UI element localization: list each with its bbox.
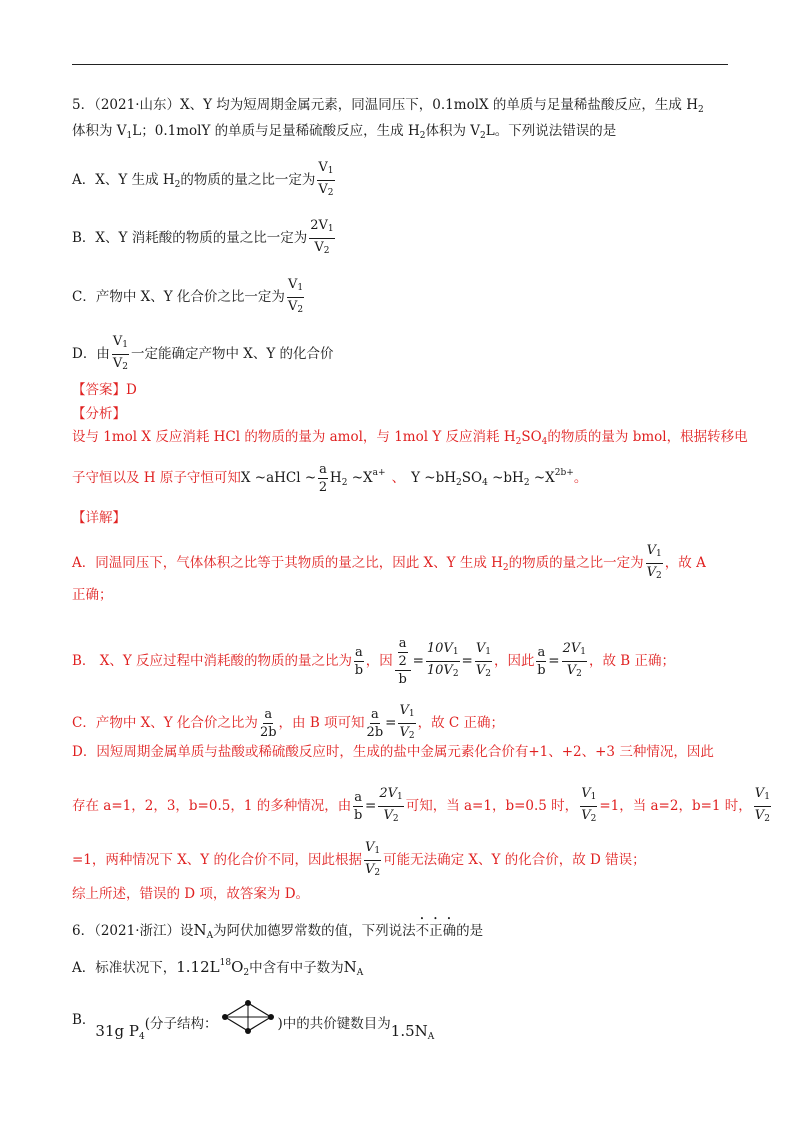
- fraction: $\frac{V_1}{V_2}$: [399, 703, 415, 741]
- equation-x: X ~aHCl ~ $\frac{a}{2}$ $H_2$ $\sim X^{a+}$: [240, 462, 386, 495]
- detail-d-line2: 存在 a=1，2，3，b=0.5，1 的多种情况，由 $\frac{a}{b}$ = $\frac{2V_1}{V_2}$ 可知，当 a=1，b=0.5 时， $\frac{V_1}{V_2}$ =1，当 a=2，b=1 时， $\frac{V_1}{V_2}$: [72, 786, 773, 827]
- q6-stem: 6．（2021·浙江）设$N_A$为阿伏加德罗常数的值，下列说法不正确的是: [72, 921, 484, 941]
- analysis-line2: 子守恒以及 H 原子守恒可知X ~aHCl ~ $\frac{a}{2}$ $H_2$ $\sim X^{a+}$ 、 Y $\sim bH_2SO_4$ $\sim bH_2$ $\sim X^{2b+}$。: [72, 462, 588, 495]
- fraction: $\frac{V_1}{V_2}$: [365, 840, 381, 878]
- q5-stem-line2: 体积为 $V_1L$；0.1molY 的单质与足量稀硫酸反应，生成 $H_2$体积为 $V_2L$。下列说法错误的是: [72, 123, 617, 141]
- fraction: $\frac{V_1}{V_2}$: [581, 786, 597, 824]
- fraction: $\frac{V_1}{V_2}$: [754, 786, 770, 824]
- fraction: $\frac{2V_1}{V_2}$: [310, 218, 334, 256]
- detail-d-line3: =1，两种情况下 X、Y 的化合价不同，因此根据 $\frac{V_1}{V_2}$ 可能无法确定 X、Y 的化合价，故 D 错误；: [72, 840, 646, 881]
- q5-option-b: B．X、Y 消耗酸的物质的量之比一定为 $\frac{2V_1}{V_2}$: [72, 218, 337, 259]
- q5-option-c: C．产物中 X、Y 化合价之比一定为 $\frac{V_1}{V_2}$: [72, 277, 306, 318]
- detail-b: B． X、Y 反应过程中消耗酸的物质的量之比为 $\frac{a}{b}$ ，因 $\frac{\frac{a}{2}}{b}$ = $\frac{10V_1}{10V_2}$ = $\frac{V_1}{V_2}$ ，因此 $\frac{a}{b}$ = $\frac{2V_1}{V_2}$ ，故 B 正确；: [72, 636, 675, 687]
- analysis-line1: 设与 1mol X 反应消耗 HCl 的物质的量为 amol，与 1mol Y 反应消耗 $H_2SO_4$的物质的量为 bmol，根据转移电: [72, 429, 748, 447]
- q6-option-b: B．31g $P_4$(分子结构： )中的共价键数目为$1.5N_A$: [72, 1000, 434, 1055]
- fraction: $\frac{a}{b}$: [537, 645, 546, 678]
- fraction: $\frac{a}{b}$: [354, 645, 364, 678]
- q5-option-a: A．X、Y 生成 $H_2$的物质的量之比一定为 $\frac{V_1}{V_2}$: [72, 160, 337, 201]
- q5-stem-line1: 5．（2021·山东）X、Y 均为短周期金属元素，同温同压下，0.1molX 的单质与足量稀盐酸反应，生成 $H_2$: [72, 97, 704, 115]
- fraction: $\frac{a}{2b}$: [366, 707, 384, 740]
- fraction: $\frac{2V_1}{V_2}$: [562, 641, 586, 679]
- fraction: $\frac{V_1}{V_2}$: [475, 641, 491, 679]
- fraction: $\frac{V_1}{V_2}$: [318, 160, 334, 198]
- compound-fraction: $\frac{\frac{a}{2}}{b}$: [395, 636, 411, 687]
- fraction: $\frac{10V_1}{10V_2}$: [426, 641, 459, 679]
- fraction: $\frac{V_1}{V_2}$: [112, 334, 128, 372]
- detail-c: C．产物中 X、Y 化合价之比为 $\frac{a}{2b}$ ，由 B 项可知 $\frac{a}{2b}$ = $\frac{V_1}{V_2}$ ，故 C 正确；: [72, 703, 504, 744]
- detail-d-line1: D．因短周期金属单质与盐酸或稀硫酸反应时，生成的盐中金属元素化合价有+1、+2、+3 三种情况，因此: [72, 744, 714, 760]
- analysis-label: 【分析】: [72, 406, 126, 422]
- q5-option-d: D．由 $\frac{V_1}{V_2}$ 一定能确定产物中 X、Y 的化合价: [72, 334, 334, 375]
- detail-summary: 综上所述，错误的 D 项，故答案为 D。: [72, 886, 310, 902]
- equation-y: Y $\sim bH_2SO_4$ $\sim bH_2$ $\sim X^{2b+}$: [411, 468, 574, 488]
- detail-a-line2: 正确；: [72, 587, 113, 603]
- fraction: $\frac{a}{2b}$: [259, 707, 277, 740]
- fraction: $\frac{2V_1}{V_2}$: [379, 786, 403, 824]
- fraction: $\frac{V_1}{V_2}$: [646, 543, 662, 581]
- emphasis-text: 不正确: [415, 923, 457, 939]
- detail-label: 【详解】: [72, 510, 126, 526]
- fraction: $\frac{a}{b}$: [353, 790, 363, 823]
- answer-label: 【答案】D: [72, 382, 137, 398]
- fraction: $\frac{a}{2}$: [318, 462, 328, 495]
- detail-a-line1: A．同温同压下，气体体积之比等于其物质的量之比，因此 X、Y 生成 $H_2$的物质的量之比一定为 $\frac{V_1}{V_2}$ ，故 A: [72, 543, 706, 584]
- fraction: $\frac{V_1}{V_2}$: [287, 277, 304, 315]
- p4-molecule-icon: [220, 1000, 276, 1034]
- header-rule: [72, 64, 728, 65]
- q6-option-a: A．标准状况下，$1.12L^{18}O_2$中含有中子数为$N_A$: [72, 958, 364, 978]
